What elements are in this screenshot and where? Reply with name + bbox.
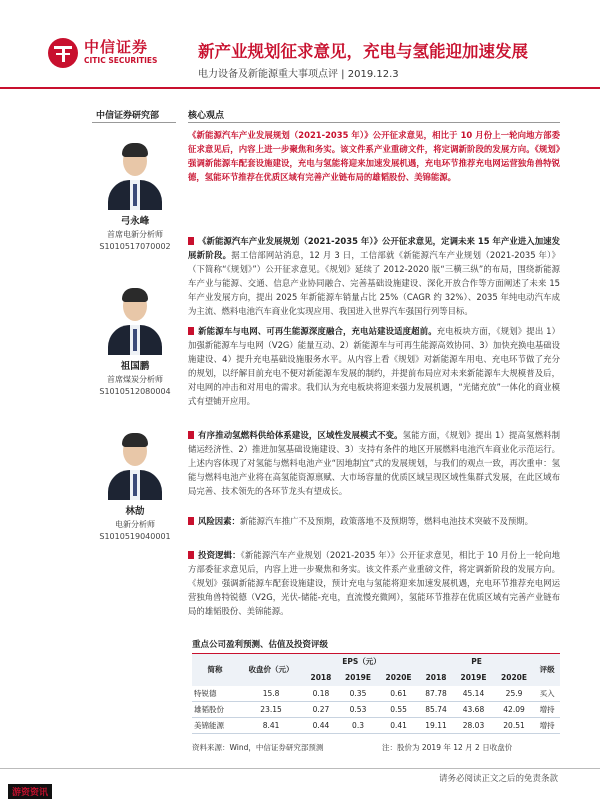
col-rating-header: 评级 [534,654,560,686]
col-year-header: 2020E [378,670,419,686]
col-year-header: 2018 [419,670,453,686]
paragraph-lead: 风险因素： [198,516,240,526]
cell: 20.51 [494,718,535,734]
bullet-icon [188,517,194,525]
logo-cn-text: 中信证券 [84,38,149,56]
analyst-name: 林劼 [125,506,145,517]
report-subtitle: 电力设备及新能源重大事项点评 | 2019.12.3 [198,69,399,80]
analyst-code: S1010519040001 [99,532,171,541]
col-year-header: 2020E [494,670,535,686]
source-text: 资料来源：Wind，中信证券研究部预测 [192,743,324,752]
cell: 0.61 [378,686,419,702]
cell: 0.3 [338,718,379,734]
analyst-role: 电新分析师 [115,520,155,529]
analyst-photo [104,140,166,210]
bullet-icon [188,551,194,559]
paragraph [188,548,560,618]
analyst-card [90,140,180,251]
table-row [192,686,560,702]
analyst-card [90,430,180,541]
table-row [192,718,560,734]
cell: 0.18 [304,686,338,702]
analyst-sidebar [0,100,180,640]
forecast-table [192,653,560,734]
paragraph-text: 氢能方面，《规划》提出 1）提高氢燃料制储运经济性、2）推进加氢基础设施建设、3）支持有条件的地区开展燃料电池汽车商业化示范运行。上述内容体现了对氢能与燃料电池产业“因地制宜”式的发展规划，与我们的观点一致，再次重申：氢能与燃料电池产业将在高氢能资源禀赋、大市场容量的优质区域呈现区域性集群式发展，在此区域布局完善、技术领先的各环节龙头有望成长。 [188,430,561,496]
cell: 雄韬股份 [192,702,238,718]
analyst-code: S1010512080004 [99,387,171,396]
cell: 0.53 [338,702,379,718]
col-price-header: 收盘价（元） [238,654,304,686]
cell: 45.14 [453,686,494,702]
footer-watermark: 游资资讯 [8,784,52,799]
analyst-name: 弓永峰 [120,216,150,227]
cell: 特锐德 [192,686,238,702]
report-title: 新产业规划征求意见，充电与氢能迎加速发展 [198,42,528,61]
bullet-icon [188,327,194,335]
table-source [192,742,560,753]
cell: 0.44 [304,718,338,734]
paragraph-text: 新能源汽车推广不及预期，政策落地不及预期等，燃料电池技术突破不及预期。 [239,516,533,526]
col-name-header: 简称 [192,654,238,686]
logo-en-text: CITIC SECURITIES [84,56,158,65]
citic-logo-icon [48,38,78,68]
core-view-heading: 核心观点 [188,111,225,121]
paragraph-lead: 有序推动氢燃料供给体系建设，区域性发展模式不变。 [198,430,403,440]
cell: 0.55 [378,702,419,718]
analyst-photo [104,430,166,500]
cell: 15.8 [238,686,304,702]
cell: 28.03 [453,718,494,734]
citic-logo [48,34,188,74]
analyst-card [90,285,180,396]
bullet-icon [188,237,194,245]
paragraph [188,428,560,498]
paragraph-text: 据工信部网站消息，12 月 3 日，工信部就《新能源汽车产业规划（2021-2035 年）》（下简称“《规划》”）公开征求意见。《规划》延续了 2012-2020 版“三横三纵”的布局，围绕新能源车产业与能源、交通、信息产业协同融合、完善基础设施建设、深化开放合作等方面阐述了未来 15 年产业发展方向，提出 2025 年新能源车销量占比 25%（CAGR 约 32%）、2035 年纯电动汽车成为主流、燃料电池汽车商业化实现应用、我国进入世界汽车强国行列等目标。 [188,250,560,316]
report-header [0,0,600,96]
cell: 85.74 [419,702,453,718]
col-pe-header: PE [419,654,534,670]
table-title: 重点公司盈利预测、估值及投资评级 [192,640,329,650]
analyst-role: 首席电新分析师 [107,230,163,239]
analyst-code: S1010517070002 [99,242,171,251]
paragraph-text: 《新能源汽车产业规划（2021-2035 年）》公开征求意见，相比于 10 月份上一轮向地方部委征求意见后，内容上进一步聚焦和务实。该文件系产业重磅文件，将定调新阶段的发展方向。《规划》强调新能源车配套设施建设，预计充电与氢能将迎来加速发展机遇，充电环节推荐充电网运营独角兽特锐德（V2G，光伏-储能-充电，直流慢充微网），氢能环节推荐在优质区域有完善产业链布局的雄韬股份、美锦能源。 [188,550,561,616]
forecast-table-section [192,638,560,752]
col-eps-header: EPS（元） [304,654,419,670]
paragraph-lead: 新能源车与电网、可再生能源深度融合，充电站建设适度超前。 [198,326,437,336]
paragraph-lead: 投资逻辑： [198,550,241,560]
paragraph-text: 充电板块方面，《规划》提出 1）加强新能源车与电网（V2G）能量互动、2）新能源车与可再生能源高效协同、3）加快充换电基础设施建设、4）提升充电基础设施服务水平。从内容上看《规划》对新能源车用电、充电环节做了充分的规划，以纾解目前充电不便对新能源车发展的制约，并提前布局应对未来新能源车大规模普及后，对电网的冲击和对用电的需求。我们认为充电板块将迎来强力发展机遇，“光储充放”一体化的商业模式有望铺开应用。 [188,326,561,406]
core-view-text: 《新能源汽车产业发展规划（2021-2035 年）》公开征求意见，相比于 10 月份上一轮向地方部委征求意见后，内容上进一步聚焦和务实。该文件系产业重磅文件，将定调新阶段的发展方向。《规划》强调新能源车配套设施建设，充电与氢能将迎来加速发展机遇，充电环节推荐充电网运营独角兽特锐德，氢能环节推荐在优质区域有完善产业链布局的雄韬股份、美锦能源。 [188,130,560,182]
paragraph-lead: 《新能源汽车产业发展规划（2021-2035 年）》公开征求意见，定调未来 15 年产业进入加速发展新阶段。 [188,236,560,260]
table-row [192,702,560,718]
cell: 25.9 [494,686,535,702]
cell: 43.68 [453,702,494,718]
analyst-name: 祖国鹏 [120,361,150,372]
cell: 美锦能源 [192,718,238,734]
cell: 8.41 [238,718,304,734]
analyst-photo [104,285,166,355]
cell: 0.27 [304,702,338,718]
header-divider [0,87,600,89]
cell: 0.35 [338,686,379,702]
department-label: 中信证券研究部 [96,111,160,121]
cell: 0.41 [378,718,419,734]
col-year-header: 2018 [304,670,338,686]
cell: 买入 [534,686,560,702]
footer-divider [0,768,600,769]
cell: 增持 [534,702,560,718]
col-year-header: 2019E [338,670,379,686]
cell: 87.78 [419,686,453,702]
analyst-role: 首席煤炭分析师 [107,375,163,384]
core-divider [188,122,560,123]
sidebar-divider [92,122,176,123]
cell: 19.11 [419,718,453,734]
cell: 42.09 [494,702,535,718]
paragraph [188,324,560,408]
bullet-icon [188,431,194,439]
paragraph [188,234,560,318]
col-year-header: 2019E [453,670,494,686]
cell: 23.15 [238,702,304,718]
cell: 增持 [534,718,560,734]
price-note: 注：股价为 2019 年 12 月 2 日收盘价 [382,743,513,752]
paragraph [188,514,560,528]
disclaimer-footer: 请务必阅读正文之后的免责条款 [438,774,558,784]
